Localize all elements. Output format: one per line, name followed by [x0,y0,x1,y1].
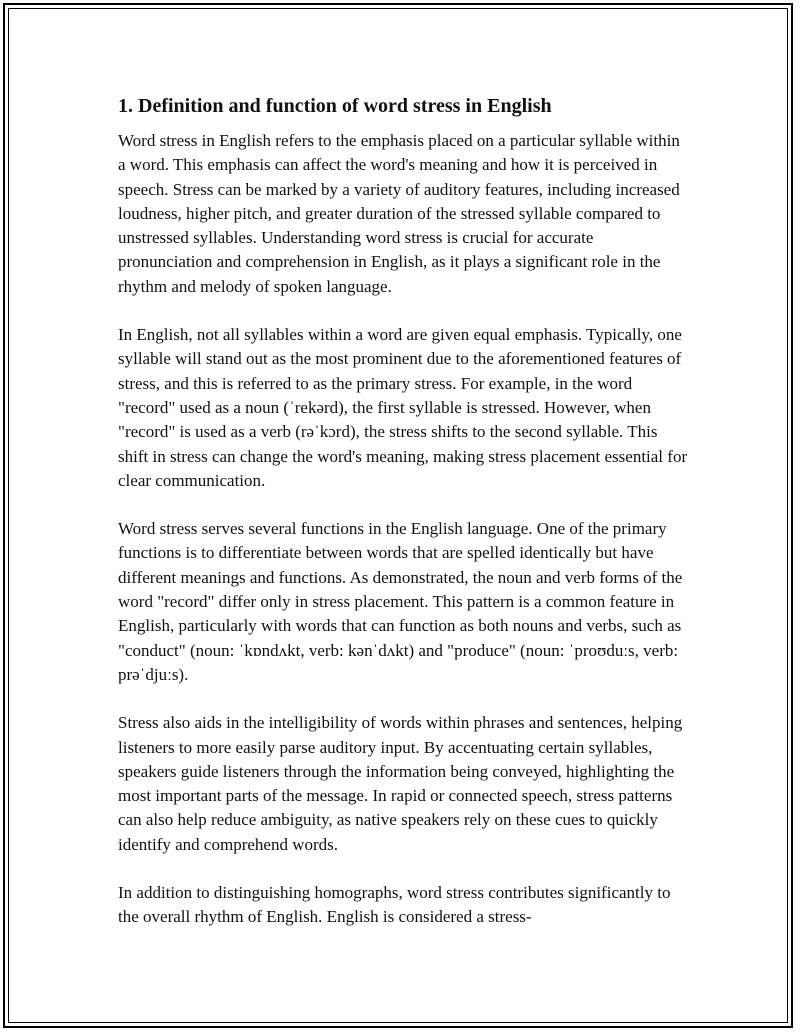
paragraph-intelligibility: Stress also aids in the intelligibility of words within phrases and sentences, helping listeners to more easily parse auditory input. By accentuating certain syllables, speakers guide listeners through the information being conveyed, highlighting the most important parts of the message. In rapid or connected speech, stress patterns can also help reduce ambiguity, as native speakers rely on these cues to quickly identify and comprehend words. [118,713,683,854]
document-body [118,93,688,954]
paragraph-definition: Word stress in English refers to the emphasis placed on a particular syllable within a word. This emphasis can affect the word's meaning and how it is perceived in speech. Stress can be marked by a variety of auditory features, including increased loudness, higher pitch, and greater duration of the stressed syllable compared to unstressed syllables. Understanding word stress is crucial for accurate pronunciation and comprehension in English, as it plays a significant role in the rhythm and melody of spoken language. [118,131,680,296]
paragraph-functions: Word stress serves several functions in the English language. One of the primary functions is to differentiate between words that are spelled identically but have different meanings and functions. As demonstrated, the noun and verb forms of the word "record" differ only in stress placement. This pattern is a common feature in English, particularly with words that can function as both nouns and verbs, such as "conduct" (noun: ˈkɒndʌkt, verb: kənˈdʌkt) and "produce" (noun: ˈproʊduːs, verb: prəˈdjuːs). [118,519,683,684]
section-heading: 1. Definition and function of word stress in English [118,95,552,117]
paragraph-primary-stress: In English, not all syllables within a word are given equal emphasis. Typically, one syllable will stand out as the most prominent due to the aforementioned features of stress, and this is referred to as the primary stress. For example, in the word "record" used as a noun (ˈrekərd), the first syllable is stressed. However, when "record" is used as a verb (rəˈkɔrd), the stress shifts to the second syllable. This shift in stress can change the word's meaning, making stress placement essential for clear communication. [118,325,688,490]
paragraph-rhythm: In addition to distinguishing homographs, word stress contributes significantly to the overall rhythm of English. English is considered a stress- [118,883,671,927]
